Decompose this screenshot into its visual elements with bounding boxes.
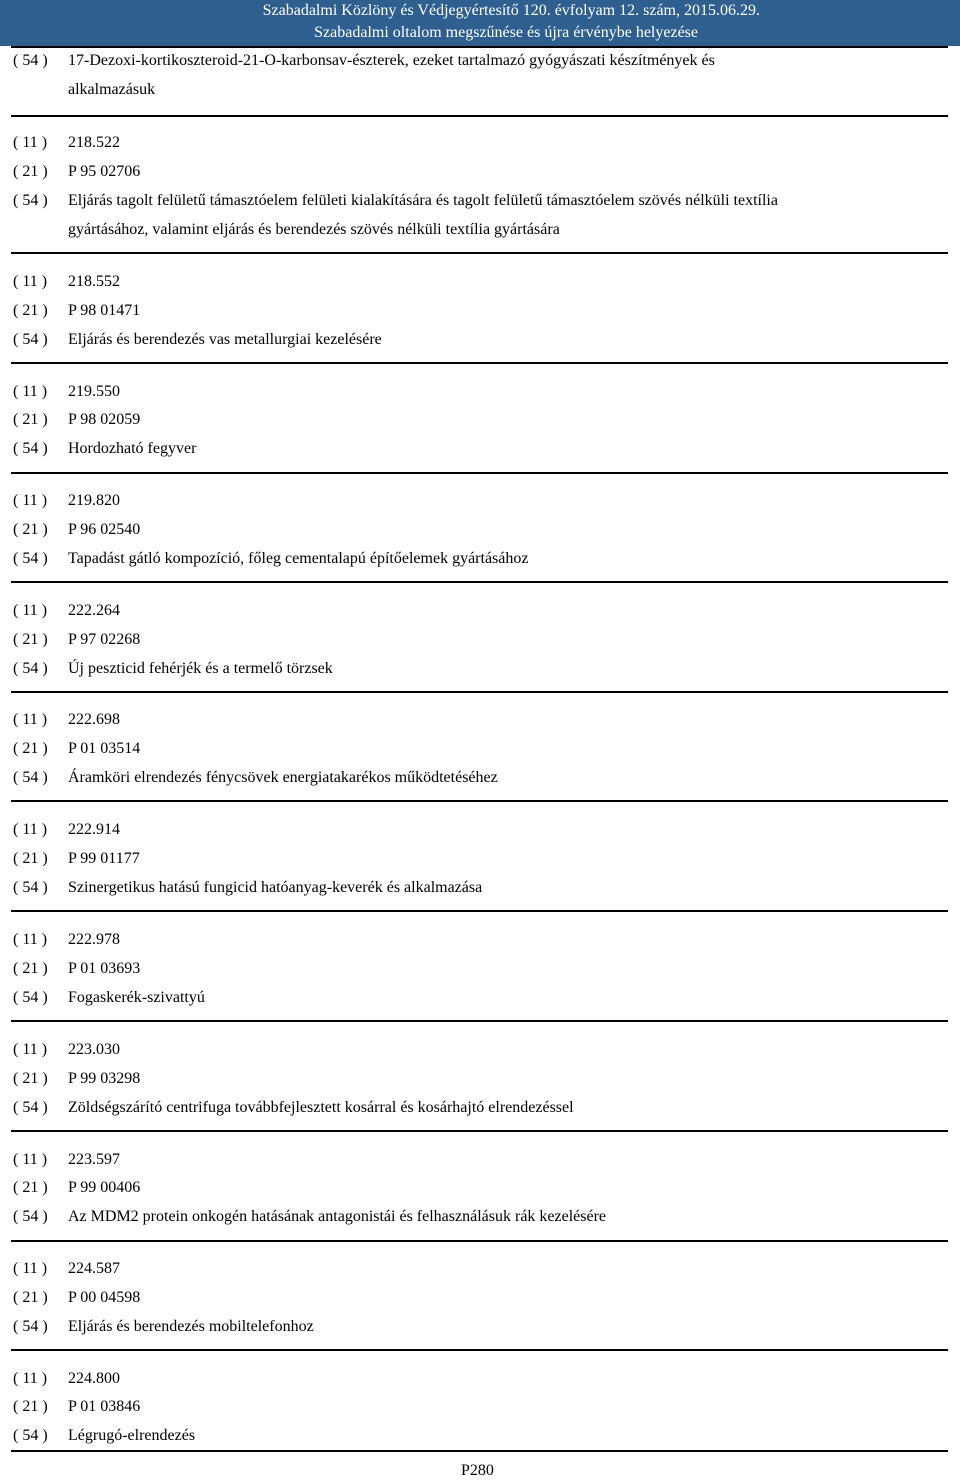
- application-number: P 01 03514: [68, 740, 141, 757]
- field-code-54: ( 54 ): [13, 1208, 48, 1225]
- application-number: P 01 03693: [68, 960, 141, 977]
- field-code-21: ( 21 ): [13, 1179, 48, 1196]
- field-code-11: ( 11 ): [13, 821, 48, 838]
- field-code-11: ( 11 ): [13, 273, 48, 290]
- entry-divider: [11, 1130, 948, 1132]
- section-title: Szabadalmi oltalom megszűnése és újra érvénybe helyezése: [314, 24, 698, 41]
- field-code-21: ( 21 ): [13, 521, 48, 538]
- entry-divider: [11, 252, 948, 254]
- entry-title: Légrugó-elrendezés: [68, 1427, 196, 1444]
- entry-title: Új peszticid fehérjék és a termelő törzsek: [68, 660, 333, 677]
- entry-divider: [11, 910, 948, 912]
- field-code-21: ( 21 ): [13, 411, 48, 428]
- field-code-54: ( 54 ): [13, 440, 48, 457]
- field-code-11: ( 11 ): [13, 383, 48, 400]
- patent-number: 218.522: [68, 134, 120, 151]
- journal-title: Szabadalmi Közlöny és Védjegyértesítő 120. évfolyam 12. szám, 2015.06.29.: [262, 2, 760, 19]
- application-number: P 97 02268: [68, 631, 141, 648]
- entry-title: Fogaskerék-szivattyú: [68, 989, 205, 1006]
- entry-title: Eljárás és berendezés vas metallurgiai kezelésére: [68, 331, 382, 348]
- field-code-54: ( 54 ): [13, 550, 48, 567]
- entry-title: Zöldségszárító centrifuga továbbfejlesztett kosárral és kosárhajtó elrendezéssel: [68, 1099, 574, 1116]
- field-code-11: ( 11 ): [13, 1260, 48, 1277]
- field-code-54: ( 54 ): [13, 192, 48, 209]
- patent-number: 218.552: [68, 273, 120, 290]
- patent-number: 224.800: [68, 1370, 120, 1387]
- entry-title-continuation: alkalmazásuk: [68, 81, 156, 98]
- field-code-21: ( 21 ): [13, 302, 48, 319]
- entry-title: Szinergetikus hatású fungicid hatóanyag-keverék és alkalmazása: [68, 879, 483, 896]
- entry-divider: [11, 691, 948, 693]
- patent-number: 219.550: [68, 383, 120, 400]
- entry-divider: [11, 115, 948, 117]
- field-code-21: ( 21 ): [13, 1070, 48, 1087]
- field-code-54: ( 54 ): [13, 331, 48, 348]
- field-code-21: ( 21 ): [13, 631, 48, 648]
- field-code-54: ( 54 ): [13, 52, 48, 69]
- application-number: P 98 01471: [68, 302, 141, 319]
- field-code-54: ( 54 ): [13, 660, 48, 677]
- application-number: P 98 02059: [68, 411, 141, 428]
- entry-divider: [11, 362, 948, 364]
- entry-title: 17-Dezoxi-kortikoszteroid-21-O-karbonsav-észterek, ezeket tartalmazó gyógyászati készítmények és: [68, 52, 715, 69]
- field-code-21: ( 21 ): [13, 163, 48, 180]
- patent-number: 224.587: [68, 1260, 120, 1277]
- entry-divider: [11, 581, 948, 583]
- entry-title-continuation: gyártásához, valamint eljárás és berendezés szövés nélküli textília gyártására: [68, 221, 560, 238]
- field-code-11: ( 11 ): [13, 1370, 48, 1387]
- field-code-21: ( 21 ): [13, 1398, 48, 1415]
- application-number: P 99 00406: [68, 1179, 141, 1196]
- entry-divider: [11, 1020, 948, 1022]
- patent-number: 222.698: [68, 711, 120, 728]
- field-code-21: ( 21 ): [13, 850, 48, 867]
- patent-number: 223.597: [68, 1151, 120, 1168]
- patent-number: 219.820: [68, 492, 120, 509]
- patent-number: 222.264: [68, 602, 120, 619]
- application-number: P 99 01177: [68, 850, 140, 867]
- field-code-54: ( 54 ): [13, 1318, 48, 1335]
- field-code-54: ( 54 ): [13, 1099, 48, 1116]
- application-number: P 99 03298: [68, 1070, 141, 1087]
- entry-divider: [11, 472, 948, 474]
- entry-title: Áramköri elrendezés fénycsövek energiatakarékos működtetéséhez: [68, 769, 498, 786]
- field-code-11: ( 11 ): [13, 1151, 48, 1168]
- field-code-54: ( 54 ): [13, 879, 48, 896]
- field-code-54: ( 54 ): [13, 1427, 48, 1444]
- application-number: P 00 04598: [68, 1289, 141, 1306]
- entry-divider: [11, 1240, 948, 1242]
- field-code-11: ( 11 ): [13, 931, 48, 948]
- patent-number: 222.978: [68, 931, 120, 948]
- entry-title: Tapadást gátló kompozíció, főleg cementalapú építőelemek gyártásához: [68, 550, 529, 567]
- page-number: P280: [461, 1462, 494, 1479]
- header-divider: [11, 46, 948, 48]
- field-code-21: ( 21 ): [13, 740, 48, 757]
- field-code-11: ( 11 ): [13, 134, 48, 151]
- patent-number: 223.030: [68, 1041, 120, 1058]
- application-number: P 96 02540: [68, 521, 141, 538]
- application-number: P 01 03846: [68, 1398, 141, 1415]
- entry-title: Hordozható fegyver: [68, 440, 197, 457]
- field-code-54: ( 54 ): [13, 989, 48, 1006]
- field-code-11: ( 11 ): [13, 492, 48, 509]
- entry-divider: [11, 800, 948, 802]
- entry-divider: [11, 1349, 948, 1351]
- field-code-11: ( 11 ): [13, 1041, 48, 1058]
- entry-title: Az MDM2 protein onkogén hatásának antagonistái és felhasználásuk rák kezelésére: [68, 1208, 607, 1225]
- field-code-21: ( 21 ): [13, 1289, 48, 1306]
- application-number: P 95 02706: [68, 163, 141, 180]
- field-code-21: ( 21 ): [13, 960, 48, 977]
- page-bottom-divider: [11, 1450, 948, 1452]
- patent-number: 222.914: [68, 821, 120, 838]
- page-header: [0, 0, 960, 46]
- entry-title: Eljárás tagolt felületű támasztóelem felületi kialakítására és tagolt felületű támasztóelem szövés nélküli textília: [68, 192, 778, 209]
- field-code-54: ( 54 ): [13, 769, 48, 786]
- entry-title: Eljárás és berendezés mobiltelefonhoz: [68, 1318, 314, 1335]
- field-code-11: ( 11 ): [13, 602, 48, 619]
- field-code-11: ( 11 ): [13, 711, 48, 728]
